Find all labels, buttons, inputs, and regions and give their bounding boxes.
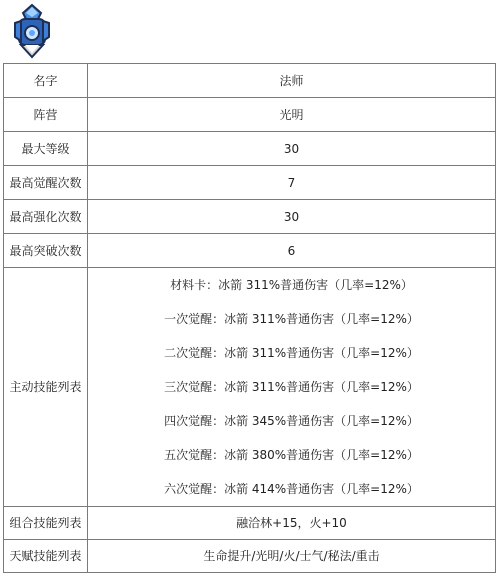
row-label-max-breakthrough: 最高突破次数 xyxy=(4,234,88,268)
active-skills-cell xyxy=(88,268,496,507)
table-row xyxy=(4,200,496,234)
table-row xyxy=(4,507,496,540)
row-value-name: 法师 xyxy=(88,64,496,98)
row-value-max-enhance: 30 xyxy=(88,200,496,234)
row-label-max-level: 最大等级 xyxy=(4,132,88,166)
row-value-combo-skills: 融洽林+15，火+10 xyxy=(88,507,496,540)
row-label-max-enhance: 最高强化次数 xyxy=(4,200,88,234)
row-label-talent-skills: 天赋技能列表 xyxy=(4,540,88,573)
row-value-max-breakthrough: 6 xyxy=(88,234,496,268)
list-item: 三次觉醒：冰箭 311%普通伤害（几率=12%） xyxy=(164,380,419,394)
list-item: 五次觉醒：冰箭 380%普通伤害（几率=12%） xyxy=(164,448,419,462)
row-label-max-awaken: 最高觉醒次数 xyxy=(4,166,88,200)
mage-crystal-icon xyxy=(11,3,53,59)
row-label-faction: 阵营 xyxy=(4,98,88,132)
list-item: 六次觉醒：冰箭 414%普通伤害（几率=12%） xyxy=(164,482,419,496)
table-row xyxy=(4,98,496,132)
table-row xyxy=(4,166,496,200)
row-label-active-skills: 主动技能列表 xyxy=(4,268,88,507)
row-value-max-awaken: 7 xyxy=(88,166,496,200)
row-label-combo-skills: 组合技能列表 xyxy=(4,507,88,540)
table-row xyxy=(4,234,496,268)
table-row xyxy=(4,64,496,98)
table-row xyxy=(4,540,496,573)
hero-info-table xyxy=(3,63,496,573)
list-item: 二次觉醒：冰箭 311%普通伤害（几率=12%） xyxy=(164,346,419,360)
row-label-name: 名字 xyxy=(4,64,88,98)
row-value-talent-skills: 生命提升/光明/火/士气/秘法/重击 xyxy=(88,540,496,573)
table-row xyxy=(4,132,496,166)
list-item: 四次觉醒：冰箭 345%普通伤害（几率=12%） xyxy=(164,414,419,428)
row-value-max-level: 30 xyxy=(88,132,496,166)
row-value-faction: 光明 xyxy=(88,98,496,132)
table-row xyxy=(4,268,496,507)
list-item: 材料卡：冰箭 311%普通伤害（几率=12%） xyxy=(170,278,413,292)
list-item: 一次觉醒：冰箭 311%普通伤害（几率=12%） xyxy=(164,312,419,326)
active-skills-list xyxy=(88,268,495,506)
